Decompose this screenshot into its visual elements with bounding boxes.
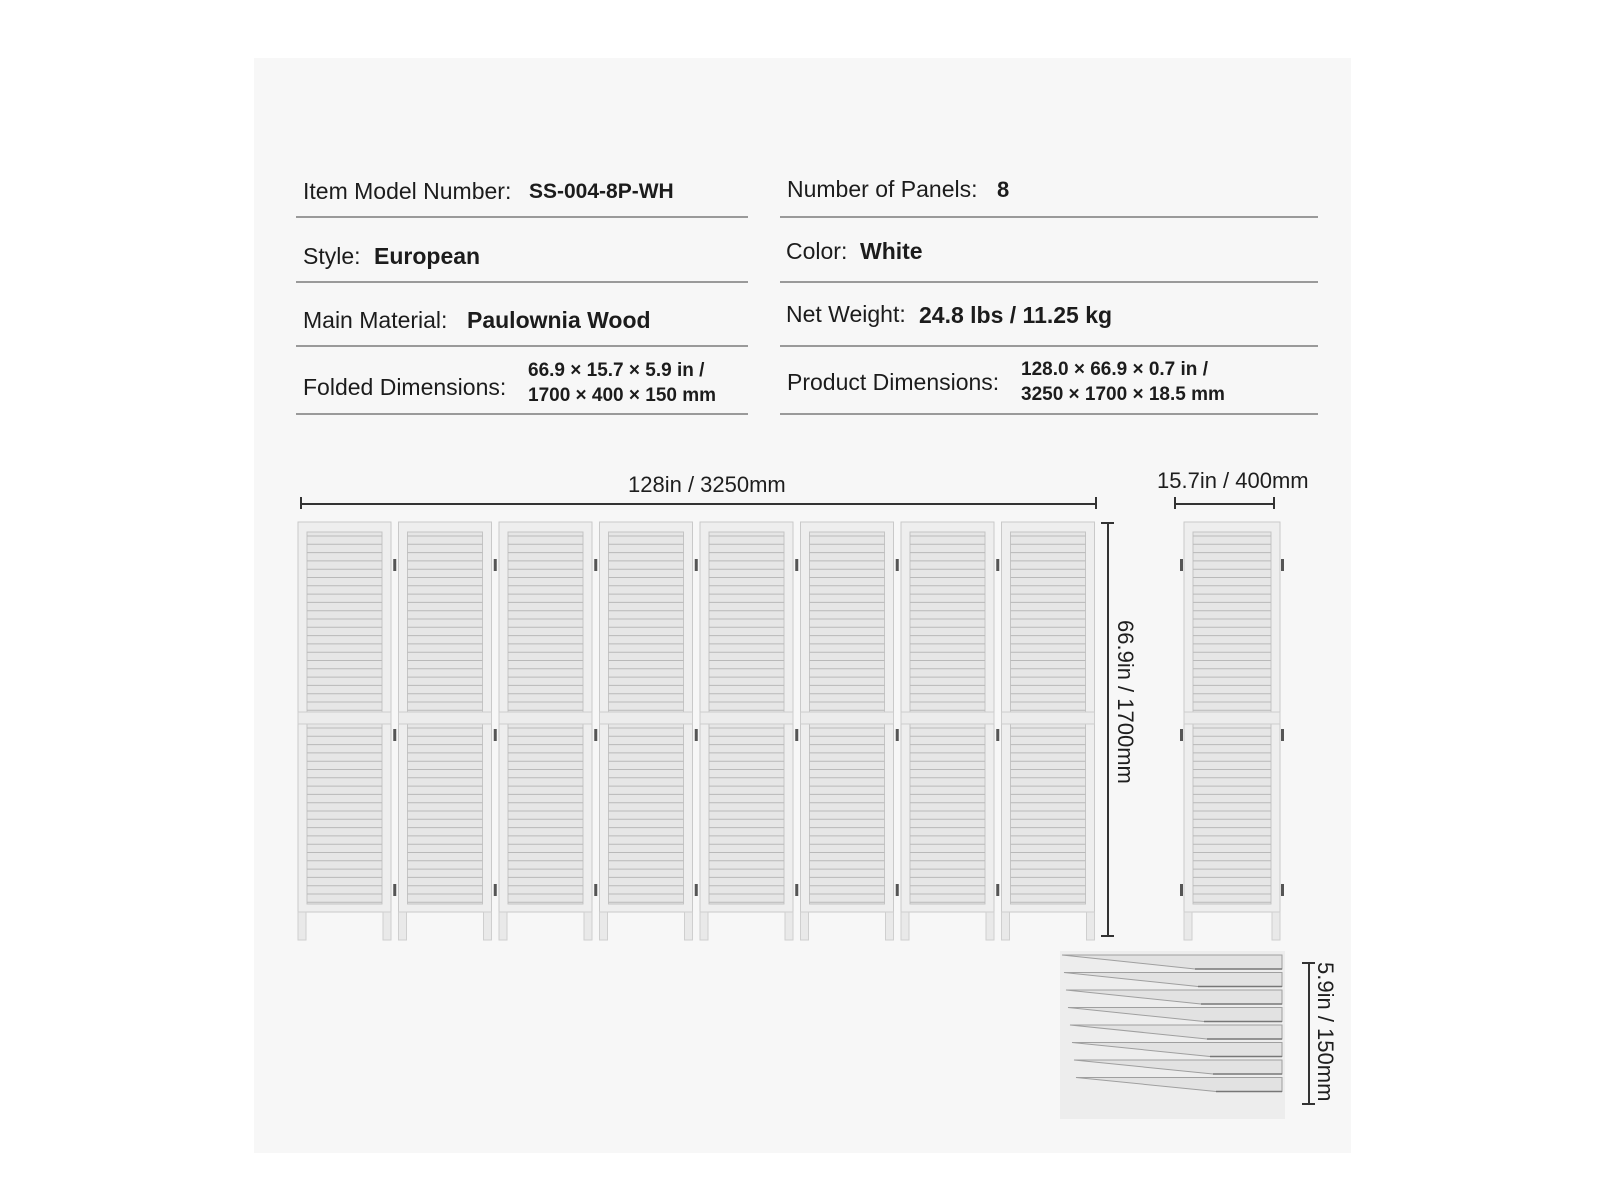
divider-panel [298, 522, 391, 940]
panel-rail [1002, 712, 1095, 724]
hinge [1281, 559, 1284, 571]
panel-leg [986, 912, 994, 940]
panel-leg [484, 912, 492, 940]
panel-leg [886, 912, 894, 940]
panel-rail [298, 712, 391, 724]
hinge [594, 884, 597, 896]
spec-value-line2: 1700 × 400 × 150 mm [528, 385, 717, 406]
spec-label: Net Weight: [786, 301, 906, 327]
hinge [695, 729, 698, 741]
hinge [494, 559, 497, 571]
hinge [1281, 884, 1284, 896]
divider-panel [600, 522, 693, 940]
panel-leg [785, 912, 793, 940]
spec-value-line2: 3250 × 1700 × 18.5 mm [1021, 384, 1225, 405]
panel-leg [1087, 912, 1095, 940]
hinge [1281, 729, 1284, 741]
panel-leg [600, 912, 608, 940]
hinge [896, 729, 899, 741]
spec-value: 8 [997, 177, 1010, 202]
hinge [1180, 559, 1183, 571]
hinge [996, 729, 999, 741]
spec-label: Style: [303, 243, 361, 269]
panel-leg [383, 912, 391, 940]
spec-value-line1: 128.0 × 66.9 × 0.7 in / [1021, 359, 1208, 380]
spec-label: Product Dimensions: [787, 369, 1000, 395]
divider-panel [801, 522, 894, 940]
divider-panel [399, 522, 492, 940]
spec-value: 24.8 lbs / 11.25 kg [919, 302, 1113, 328]
hinge [393, 559, 396, 571]
spec-value-line1: 66.9 × 15.7 × 5.9 in / [528, 360, 705, 381]
hinge [896, 559, 899, 571]
panel-leg [801, 912, 809, 940]
panel-leg [901, 912, 909, 940]
panel-rail [700, 712, 793, 724]
divider-panel [700, 522, 793, 940]
spec-label: Folded Dimensions: [303, 374, 507, 400]
hinge [594, 729, 597, 741]
stack-dimension-label: 5.9in / 150mm [1313, 962, 1338, 1102]
hinge [1180, 729, 1183, 741]
width-dimension-label: 128in / 3250mm [628, 472, 786, 497]
hinge [1180, 884, 1183, 896]
panel-leg [1002, 912, 1010, 940]
hinge [393, 884, 396, 896]
divider-panel [901, 522, 994, 940]
side-view-panel [1184, 522, 1280, 940]
hinge [594, 559, 597, 571]
panel-leg [399, 912, 407, 940]
hinge [795, 559, 798, 571]
spec-label: Main Material: [303, 307, 448, 333]
hinge [393, 729, 396, 741]
divider-panel [1002, 522, 1095, 940]
panel-rail [901, 712, 994, 724]
spec-value: SS-004-8P-WH [529, 180, 674, 203]
panel-rail [801, 712, 894, 724]
panel-rail [1184, 712, 1280, 724]
spec-value: European [374, 243, 481, 269]
hinge [795, 729, 798, 741]
panel-rail [399, 712, 492, 724]
panel-leg [700, 912, 708, 940]
panel-leg [1272, 912, 1280, 940]
hinge [996, 884, 999, 896]
depth-dimension-label: 15.7in / 400mm [1157, 468, 1309, 493]
spec-value: White [860, 238, 923, 264]
hinge [996, 559, 999, 571]
panel-rail [499, 712, 592, 724]
panel-leg [584, 912, 592, 940]
panel-leg [499, 912, 507, 940]
height-dimension-label: 66.9in / 1700mm [1113, 620, 1138, 784]
spec-value: Paulownia Wood [467, 307, 651, 333]
spec-label: Number of Panels: [787, 176, 978, 202]
panel-leg [298, 912, 306, 940]
hinge [795, 884, 798, 896]
hinge [494, 729, 497, 741]
hinge [896, 884, 899, 896]
panel-rail [600, 712, 693, 724]
panel-leg [685, 912, 693, 940]
hinge [494, 884, 497, 896]
spec-label: Item Model Number: [303, 178, 512, 204]
panel-leg [1184, 912, 1192, 940]
hinge [695, 559, 698, 571]
spec-label: Color: [786, 238, 848, 264]
hinge [695, 884, 698, 896]
divider-panel [499, 522, 592, 940]
